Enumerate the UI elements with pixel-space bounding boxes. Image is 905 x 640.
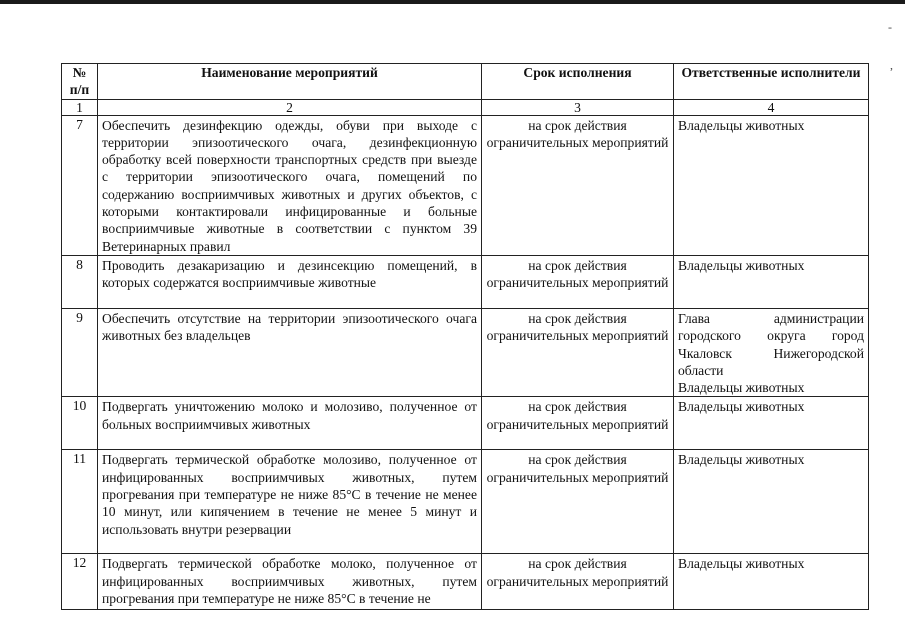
term-text: на срок действия ограничительных мероприятий bbox=[482, 308, 674, 396]
responsible-text: Владельцы животных bbox=[674, 450, 869, 554]
row-number: 10 bbox=[62, 397, 98, 450]
responsible-text: Владельцы животных bbox=[674, 554, 869, 610]
term-text: на срок действия ограничительных мероприятий bbox=[482, 397, 674, 450]
responsible-text-secondary: Владельцы животных bbox=[678, 380, 805, 396]
table-row bbox=[62, 397, 869, 450]
row-number: 7 bbox=[62, 115, 98, 255]
row-number: 11 bbox=[62, 450, 98, 554]
responsible-cell bbox=[674, 308, 869, 396]
responsible-text: Глава администрации городского округа город Чкаловск Нижегородской области bbox=[678, 310, 864, 378]
table-row bbox=[62, 554, 869, 610]
column-number: 4 bbox=[674, 99, 869, 115]
scan-speck: , bbox=[890, 58, 893, 72]
column-number: 1 bbox=[62, 99, 98, 115]
measure-text: Подвергать термической обработке молоко, полученное от инфицированных восприимчивых животных, путем прогревания при температуре не ниже 85°С в течение не bbox=[98, 554, 482, 610]
page-top-border bbox=[0, 0, 905, 4]
header-term: Срок исполнения bbox=[482, 64, 674, 100]
measure-text: Подвергать уничтожению молоко и молозиво, полученное от больных восприимчивых животных bbox=[98, 397, 482, 450]
column-number: 3 bbox=[482, 99, 674, 115]
measure-text: Подвергать термической обработке молозиво, полученное от инфицированных восприимчивых животных, путем прогревания при температуре не ниже 85°С в течение не менее 10 минут, или кипячением в течение не менее 5 минут и использовать внутри резервации bbox=[98, 450, 482, 554]
table-row bbox=[62, 308, 869, 396]
table-row bbox=[62, 255, 869, 308]
measure-text: Проводить дезакаризацию и дезинсекцию помещений, в которых содержатся восприимчивые животные bbox=[98, 255, 482, 308]
header-responsible: Ответственные исполнители bbox=[674, 64, 869, 100]
scan-speck: - bbox=[888, 20, 892, 34]
row-number: 12 bbox=[62, 554, 98, 610]
measures-table bbox=[61, 63, 869, 610]
responsible-text: Владельцы животных bbox=[674, 255, 869, 308]
responsible-text: Владельцы животных bbox=[674, 115, 869, 255]
term-text: на срок действия ограничительных мероприятий bbox=[482, 554, 674, 610]
term-text: на срок действия ограничительных мероприятий bbox=[482, 450, 674, 554]
measure-text: Обеспечить дезинфекцию одежды, обуви при выходе с территории эпизоотического очага, дезинфекционную обработку всей поверхности транспортных средств при выезде с территории эпизоотического очага, помещений по содержанию восприимчивых животных и других объектов, с которыми контактировали инфицированные и больные восприимчивые животные в соответствии с пунктом 39 Ветеринарных правил bbox=[98, 115, 482, 255]
row-number: 9 bbox=[62, 308, 98, 396]
responsible-text: Владельцы животных bbox=[674, 397, 869, 450]
table-row bbox=[62, 450, 869, 554]
header-measure-name: Наименование мероприятий bbox=[98, 64, 482, 100]
header-number: № п/п bbox=[62, 64, 98, 100]
column-number-row bbox=[62, 99, 869, 115]
table-header-row bbox=[62, 64, 869, 100]
term-text: на срок действия ограничительных мероприятий bbox=[482, 255, 674, 308]
column-number: 2 bbox=[98, 99, 482, 115]
measure-text: Обеспечить отсутствие на территории эпизоотического очага животных без владельцев bbox=[98, 308, 482, 396]
row-number: 8 bbox=[62, 255, 98, 308]
term-text: на срок действия ограничительных мероприятий bbox=[482, 115, 674, 255]
table-row bbox=[62, 115, 869, 255]
